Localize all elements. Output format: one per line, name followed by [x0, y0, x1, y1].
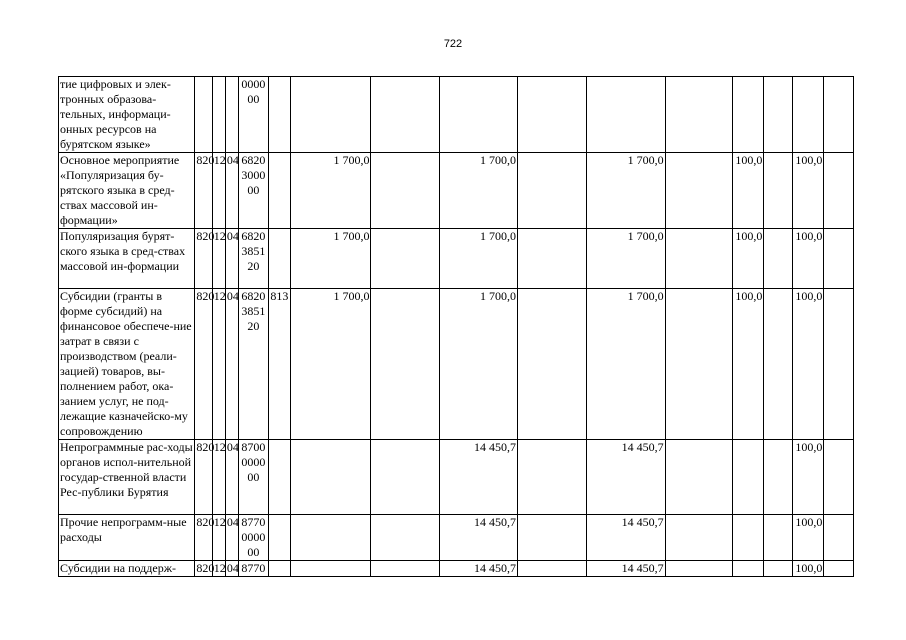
table-row [59, 229, 854, 289]
amount-cell [518, 515, 587, 561]
row-name: Непрограммные рас-ходы органов испол-нительной государ-ственной власти Рес-публики Бурятия [59, 440, 195, 515]
percent-cell [824, 153, 854, 229]
table-row [59, 289, 854, 440]
table-row [59, 515, 854, 561]
csr-code: 6820385120 [239, 229, 269, 289]
amount-cell [291, 440, 371, 515]
amount-cell: 1 700,0 [291, 153, 371, 229]
csr-code: 8700000000 [239, 440, 269, 515]
percent-cell [792, 77, 824, 153]
amount-cell [291, 77, 371, 153]
rz-code [212, 77, 225, 153]
amount-cell [665, 289, 732, 440]
percent-cell: 100,0 [792, 153, 824, 229]
vr-code [268, 77, 290, 153]
amount-cell [518, 229, 587, 289]
percent-cell [764, 515, 793, 561]
percent-cell: 100,0 [732, 153, 764, 229]
percent-cell [764, 561, 793, 577]
pr-code [225, 77, 238, 153]
rz-code: 12 [213, 561, 226, 575]
pr-code: 04 [225, 153, 238, 229]
amount-cell: 14 450,7 [587, 515, 665, 561]
rz-code: 12 [212, 440, 225, 515]
vr-code [268, 515, 290, 561]
percent-cell [732, 440, 764, 515]
percent-cell: 100,0 [792, 289, 824, 440]
amount-cell [291, 561, 371, 577]
csr-code: 6820385120 [239, 289, 269, 440]
percent-cell [824, 229, 854, 289]
amount-cell [665, 153, 732, 229]
amount-cell [371, 440, 439, 515]
row-name: Субсидии (гранты в форме субсидий) на финансовое обеспече-ние затрат в связи с производством (реали-зацией) товаров, вы-полнением работ, ока-занием услуг, не под-лежащие казначейско-му сопровождению [59, 289, 195, 440]
amount-cell [518, 77, 587, 153]
percent-cell [764, 77, 793, 153]
amount-cell: 1 700,0 [587, 229, 665, 289]
percent-cell [732, 561, 764, 577]
csr-code: 8770 [239, 561, 269, 577]
grbs-code [195, 77, 212, 153]
table-row [59, 153, 854, 229]
amount-cell [665, 561, 732, 577]
amount-cell [518, 440, 587, 515]
percent-cell: 100,0 [792, 561, 824, 577]
amount-cell [665, 440, 732, 515]
pr-code: 04 [225, 515, 238, 561]
amount-cell [665, 77, 732, 153]
percent-cell [764, 229, 793, 289]
rz-code: 12 [212, 229, 225, 289]
percent-cell [764, 289, 793, 440]
csr-code: 6820300000 [239, 153, 269, 229]
amount-cell [665, 515, 732, 561]
csr-code: 000000 [239, 77, 269, 153]
row-name: Основное мероприятие «Популяризация бу-рятского языка в сред-ствах массовой ин-формации» [59, 153, 195, 229]
csr-code: 8770000000 [239, 515, 269, 561]
percent-cell: 100,0 [732, 289, 764, 440]
amount-cell: 1 700,0 [439, 289, 517, 440]
grbs-code: 820 [195, 289, 212, 440]
amount-cell [371, 77, 439, 153]
amount-cell [291, 515, 371, 561]
percent-cell: 100,0 [792, 229, 824, 289]
amount-cell [587, 77, 665, 153]
vr-code [268, 229, 290, 289]
amount-cell: 14 450,7 [587, 440, 665, 515]
amount-cell: 1 700,0 [291, 289, 371, 440]
table-row [59, 561, 854, 577]
row-name: Субсидии на поддерж- [59, 561, 195, 577]
row-name: Прочие непрограмм-ные расходы [59, 515, 195, 561]
percent-cell [764, 440, 793, 515]
percent-cell [732, 77, 764, 153]
amount-cell [518, 561, 587, 577]
grbs-code: 820 [195, 153, 212, 229]
percent-cell: 100,0 [792, 440, 824, 515]
pr-code: 04 [226, 561, 239, 575]
amount-cell: 1 700,0 [439, 229, 517, 289]
percent-cell [824, 515, 854, 561]
row-name: Популяризация бурят-ского языка в сред-ствах массовой ин-формации [59, 229, 195, 289]
row-name: тие цифровых и элек-тронных образова-тельных, информаци-онных ресурсов на бурятском языке» [59, 77, 195, 153]
percent-cell: 100,0 [732, 229, 764, 289]
percent-cell [824, 77, 854, 153]
amount-cell [371, 153, 439, 229]
pr-code: 04 [225, 289, 238, 440]
grbs-code: 820 [195, 515, 212, 561]
pr-code: 04 [225, 229, 238, 289]
amount-cell: 14 450,7 [587, 561, 665, 577]
budget-table [58, 76, 854, 577]
amount-cell [371, 289, 439, 440]
percent-cell [764, 153, 793, 229]
amount-cell: 1 700,0 [439, 153, 517, 229]
amount-cell [518, 289, 587, 440]
vr-code [268, 153, 290, 229]
amount-cell: 1 700,0 [291, 229, 371, 289]
table-row [59, 77, 854, 153]
percent-cell [732, 515, 764, 561]
percent-cell [824, 289, 854, 440]
amount-cell: 14 450,7 [439, 515, 517, 561]
percent-cell: 100,0 [792, 515, 824, 561]
rz-code: 12 [212, 153, 225, 229]
table-row [59, 440, 854, 515]
amount-cell [371, 561, 439, 577]
vr-code [268, 561, 290, 577]
amount-cell: 14 450,7 [439, 561, 517, 577]
grbs-code: 820 [196, 561, 215, 575]
rz-code: 12 [212, 515, 225, 561]
percent-cell [824, 440, 854, 515]
amount-cell [665, 229, 732, 289]
vr-code [268, 440, 290, 515]
amount-cell: 1 700,0 [587, 289, 665, 440]
amount-cell [371, 515, 439, 561]
percent-cell [824, 561, 854, 577]
amount-cell: 1 700,0 [587, 153, 665, 229]
vr-code: 813 [268, 289, 290, 440]
grbs-code: 820 [195, 229, 212, 289]
amount-cell [518, 153, 587, 229]
grbs-code: 820 [195, 440, 212, 515]
amount-cell: 14 450,7 [439, 440, 517, 515]
amount-cell [439, 77, 517, 153]
amount-cell [371, 229, 439, 289]
page-number: 722 [443, 38, 463, 50]
rz-code: 12 [212, 289, 225, 440]
pr-code: 04 [225, 440, 238, 515]
